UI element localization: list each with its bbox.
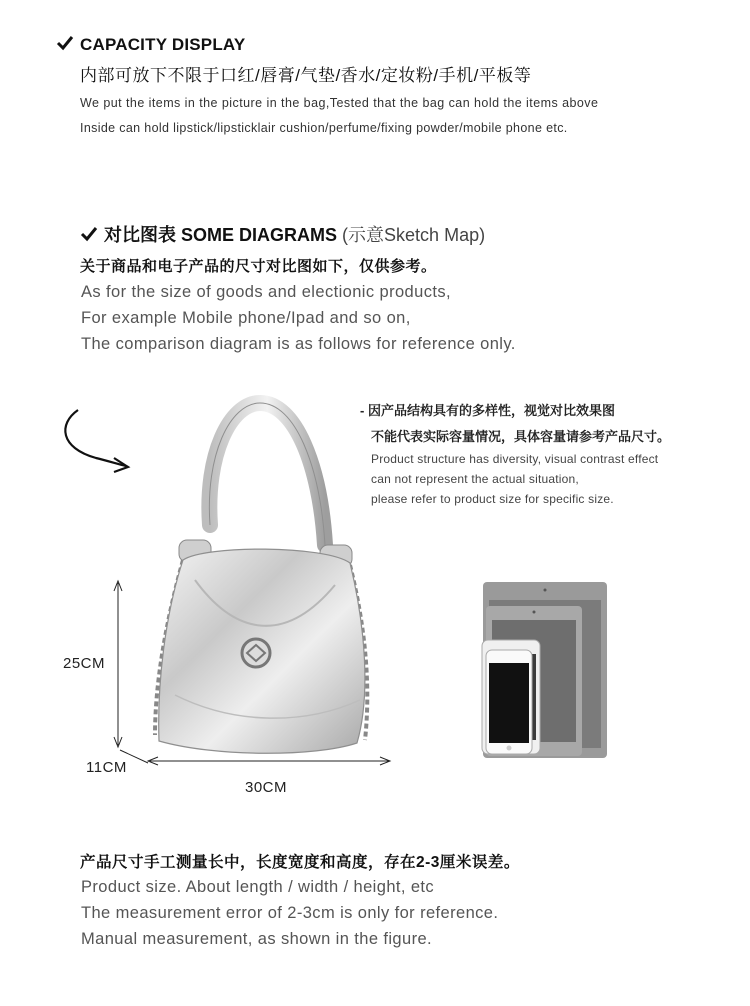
note-cn-line-1: - 因产品结构具有的多样性，视觉对比效果图	[360, 403, 615, 418]
capacity-en-line-1: We put the items in the picture in the bag,Tested that the bag can hold the items above	[80, 96, 599, 110]
capacity-cn: 内部可放下不限于口红/唇膏/气垫/香水/定妆粉/手机/平板等	[80, 66, 532, 85]
capacity-en-line-2: Inside can hold lipstick/lipsticklair cushion/perfume/fixing powder/mobile phone etc.	[80, 121, 568, 135]
diagrams-en-line-2: For example Mobile phone/Ipad and so on,	[81, 309, 411, 327]
capacity-title-text: CAPACITY DISPLAY	[80, 35, 246, 54]
diagrams-title-cn: 对比图表	[104, 225, 176, 245]
depth-dimension: 11CM	[86, 759, 127, 776]
checkmark-icon	[80, 225, 98, 243]
diagrams-en-line-3: The comparison diagram is as follows for reference only.	[81, 335, 516, 353]
diagrams-cn: 关于商品和电子产品的尺寸对比图如下，仅供参考。	[80, 258, 437, 275]
capacity-title	[56, 34, 245, 55]
diagrams-title-en: SOME DIAGRAMS	[181, 225, 338, 245]
footer-cn: 产品尺寸手工测量长中，长度宽度和高度，存在2-3厘米误差。	[80, 854, 520, 871]
footer-en-line-1: Product size. About length / width / height, etc	[81, 878, 435, 896]
note-en-line-2: can not represent the actual situation,	[371, 472, 579, 486]
diagrams-en-line-1: As for the size of goods and electionic products,	[81, 283, 451, 301]
diagrams-title-note: (示意Sketch Map)	[342, 225, 486, 245]
diagrams-title	[80, 221, 485, 247]
footer-en-line-3: Manual measurement, as shown in the figure.	[81, 930, 433, 948]
checkmark-icon	[56, 34, 74, 52]
width-dimension: 30CM	[245, 779, 288, 796]
height-dimension: 25CM	[63, 655, 106, 672]
dimension-lines	[100, 575, 400, 775]
note-cn-line-2: 不能代表实际容量情况，具体容量请参考产品尺寸。	[371, 429, 671, 444]
footer-en-line-2: The measurement error of 2-3cm is only for reference.	[81, 904, 499, 922]
note-en-line-3: please refer to product size for specific size.	[371, 492, 614, 506]
curved-arrow-icon	[56, 404, 136, 474]
note-en-line-1: Product structure has diversity, visual contrast effect	[371, 452, 659, 466]
devices-illustration	[480, 580, 612, 760]
